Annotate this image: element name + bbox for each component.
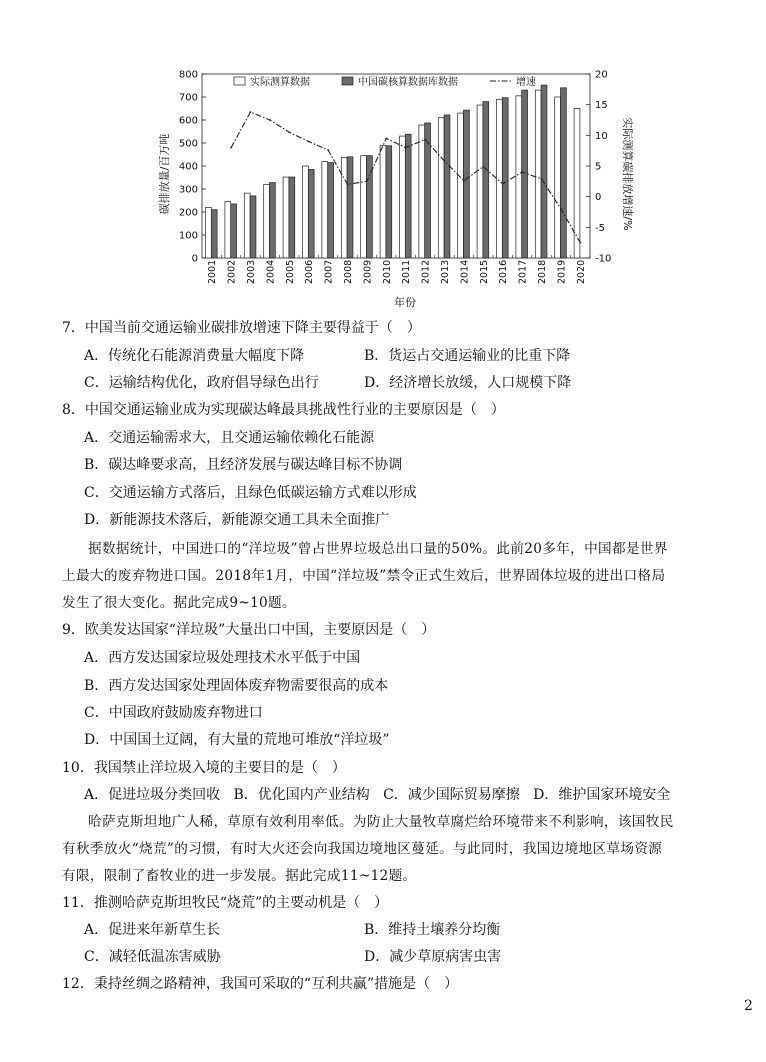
bar-ceads [231,204,237,258]
x-tick-label: 2020 [575,259,587,284]
question-12-stem: 12．秉持丝绸之路精神，我国可采取的“互利共赢”措施是（ ） [62,976,459,992]
q9-option-a: A．西方发达国家垃圾处理技术水平低于中国 [84,650,361,666]
growth-rate-point [482,166,484,168]
bar-ceads [347,157,353,258]
x-tick-label: 2001 [207,259,219,284]
y2-tick-label: 15 [595,100,608,112]
growth-rate-point [347,184,349,186]
x-tick-label: 2008 [343,259,354,284]
x-tick-label: 2012 [420,259,432,284]
growth-rate-point [269,119,271,121]
y-axis-label: 碳排放量/百万吨 [158,133,171,215]
y2-tick-label: -10 [595,253,612,265]
carbon-emission-chart [150,62,634,312]
growth-rate-point [308,141,310,143]
bar-actual [244,193,250,258]
growth-rate-point [579,242,581,244]
y2-tick-label: 5 [595,161,602,173]
bar-actual [458,113,464,258]
growth-rate-point [502,183,504,185]
bar-actual [205,207,211,258]
q8-option-b: B．碳达峰要求高，且经济发展与碳达峰目标不协调 [84,457,403,473]
y-tick-label: 300 [178,184,198,196]
question-11-stem: 11．推测哈萨克斯坦牧民“烧荒”的主要动机是（ ） [62,895,389,911]
x-tick-label: 2016 [498,259,510,284]
growth-rate-point [405,147,407,149]
growth-rate-point [424,139,426,141]
y2-axis-label: 实际测算碳排放增速/% [621,117,634,231]
y-tick-label: 400 [178,161,198,173]
bar-actual [361,156,367,258]
bar-ceads [386,146,392,258]
passage-2-line-2: 有秋季放火“烧荒”的习惯，有时大火还会向我国边境地区蔓延。与此同时，我国边境地区草场资源 [62,841,663,857]
growth-rate-point [366,180,368,182]
bar-ceads [464,110,470,258]
x-tick-label: 2018 [537,259,548,284]
q7-option-b: B．货运占交通运输业的比重下降 [364,348,571,364]
growth-rate-point [463,180,465,182]
y-tick-label: 100 [178,230,198,242]
y-tick-label: 200 [178,207,198,219]
q9-option-d: D．中国国土辽阔，有大量的荒地可堆放“洋垃圾” [84,732,390,748]
bar-ceads [444,115,450,258]
growth-rate-point [521,171,523,173]
bar-ceads [405,134,411,258]
x-axis-label: 年份 [394,296,416,309]
x-tick-label: 2015 [478,259,490,284]
bar-actual [477,105,483,258]
question-8-stem: 8．中国交通运输业成为实现碳达峰最具挑战性行业的主要原因是（ ） [62,402,505,418]
legend-label-growth: 增速 [516,77,536,88]
question-7-stem: 7．中国当前交通运输业碳排放增速下降主要得益于（ ） [62,320,421,336]
bar-ceads [522,90,528,258]
x-tick-label: 2003 [246,259,257,284]
q7-option-d: D．经济增长放缓，人口规模下降 [364,375,572,391]
x-tick-label: 2011 [401,259,413,284]
growth-rate-point [385,138,387,140]
bar-actual [341,157,347,258]
legend-label-actual: 实际测算数据 [250,77,310,88]
q11-option-d: D．减少草原病害虫害 [364,949,502,965]
legend-swatch-ceads [342,77,353,85]
bar-ceads [541,85,547,258]
passage-2-line-3: 有限，限制了畜牧业的进一步发展。据此完成11~12题。 [62,868,417,884]
bar-ceads [250,196,256,258]
y2-tick-label: -5 [595,222,605,234]
passage-1-line-1: 据数据统计，中国进口的“洋垃圾”曾占世界垃圾总出口量的50%。此前20多年，中国都是世界 [88,541,668,557]
y-tick-label: 800 [178,69,198,81]
bar-ceads [483,102,489,258]
q9-option-c: C．中国政府鼓励废弃物进口 [84,705,263,721]
q10-options: A．促进垃圾分类回收 B．优化国内产业结构 C．减少国际贸易摩擦 D．维护国家环境安全 [84,787,671,803]
bar-actual [535,90,541,258]
x-tick-label: 2004 [265,259,277,284]
legend-label-ceads: 中国碳核算数据库数据 [358,77,458,88]
bar-actual [516,96,522,258]
passage-1-line-2: 上最大的废弃物进口国。2018年1月，中国“洋垃圾”禁令正式生效后，世界固体垃圾的进出口格局 [62,568,666,584]
y-tick-label: 0 [191,253,198,265]
x-tick-label: 2006 [304,259,316,284]
bar-actual [322,161,328,258]
q11-option-b: B．维持土壤养分均衡 [364,922,501,938]
bar-actual [438,118,444,258]
y-tick-label: 700 [178,92,198,104]
bar-actual [496,99,502,258]
bar-actual [555,97,561,258]
bar-actual [302,166,308,258]
y-tick-label: 600 [178,115,198,127]
x-tick-label: 2007 [323,259,335,284]
bar-ceads [561,88,567,258]
bar-ceads [328,163,334,258]
bar-actual [574,109,580,259]
growth-rate-point [230,147,232,149]
y2-tick-label: 20 [595,69,608,81]
bar-ceads [425,123,431,258]
bar-ceads [211,210,217,258]
legend-swatch-actual [234,77,245,85]
page-number: 2 [744,998,753,1014]
bar-ceads [270,183,276,258]
bar-actual [380,145,386,258]
bar-actual [225,202,231,258]
x-tick-label: 2014 [459,259,471,284]
bar-actual [264,184,270,258]
growth-rate-point [444,160,446,162]
growth-rate-point [560,208,562,210]
x-tick-label: 2009 [362,259,374,284]
bar-actual [419,125,425,258]
y-tick-label: 500 [178,138,198,150]
x-tick-label: 2017 [517,259,529,284]
q7-option-a: A．传统化石能源消费量大幅度下降 [84,348,305,364]
x-tick-label: 2019 [556,259,568,284]
q11-option-a: A．促进来年新草生长 [84,922,221,938]
q11-option-c: C．减轻低温冻害威胁 [84,949,221,965]
y2-tick-label: 0 [595,192,602,204]
plot-frame [202,74,590,258]
passage-1-line-3: 发生了很大变化。据此完成9~10题。 [62,595,296,611]
y2-tick-label: 10 [595,130,608,142]
bar-actual [399,136,405,258]
q9-option-b: B．西方发达国家处理固体废弃物需要很高的成本 [84,678,389,694]
bar-ceads [502,98,508,258]
x-tick-label: 2005 [284,259,296,284]
q7-option-c: C．运输结构优化，政府倡导绿色出行 [84,375,319,391]
bar-actual [283,177,289,258]
q8-option-d: D．新能源技术落后，新能源交通工具未全面推广 [84,512,390,528]
question-10-stem: 10．我国禁止洋垃圾入境的主要目的是（ ） [62,760,346,776]
bar-ceads [308,169,314,258]
question-9-stem: 9．欧美发达国家“洋垃圾”大量出口中国，主要原因是（ ） [62,622,436,638]
x-tick-label: 2010 [381,259,393,284]
growth-rate-point [541,178,543,180]
growth-rate-point [288,131,290,133]
passage-2-line-1: 哈萨克斯坦地广人稀，草原有效利用率低。为防止大量牧草腐烂给环境带来不利影响，该国牧民 [88,814,674,830]
growth-rate-point [250,111,252,113]
x-tick-label: 2013 [440,259,451,284]
q8-option-c: C．交通运输方式落后，且绿色低碳运输方式难以形成 [84,485,417,501]
x-tick-label: 2002 [226,259,238,284]
q8-option-a: A．交通运输需求大，且交通运输依赖化石能源 [84,430,375,446]
bar-ceads [289,177,295,258]
growth-rate-point [327,149,329,151]
